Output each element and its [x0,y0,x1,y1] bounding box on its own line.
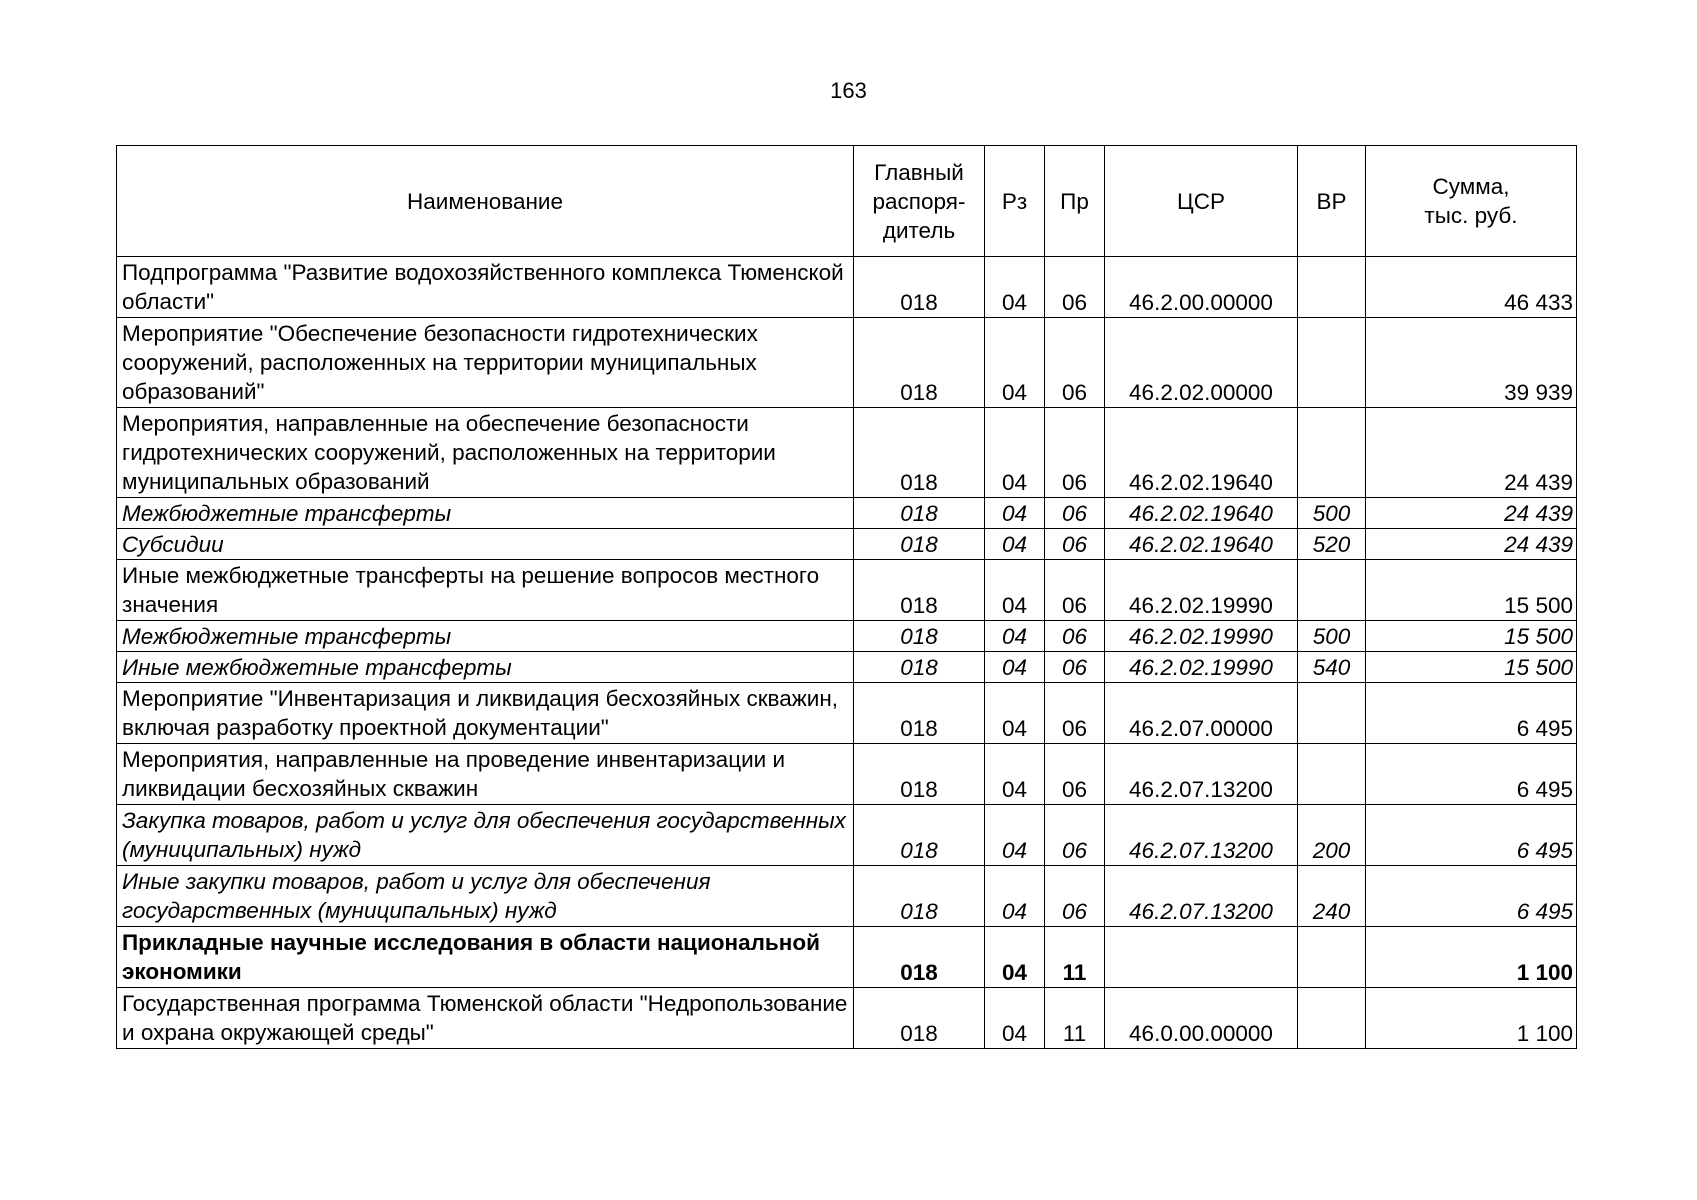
table-body [117,257,1577,1049]
cell-rz: 04 [985,988,1045,1049]
cell-rz: 04 [985,927,1045,988]
cell-vr: 540 [1298,652,1366,683]
cell-name: Прикладные научные исследования в области национальной экономики [117,927,854,988]
cell-sum: 24 439 [1366,498,1577,529]
cell-sum: 6 495 [1366,805,1577,866]
cell-csr: 46.2.00.00000 [1105,257,1298,318]
table-row [117,318,1577,408]
table-header-row [117,146,1577,257]
cell-rz: 04 [985,318,1045,408]
cell-pr: 11 [1045,927,1105,988]
cell-name: Подпрограмма "Развитие водохозяйственного комплекса Тюменской области" [117,257,854,318]
cell-grs: 018 [854,498,985,529]
cell-rz: 04 [985,744,1045,805]
cell-pr: 06 [1045,408,1105,498]
table-row [117,529,1577,560]
cell-csr: 46.2.02.19640 [1105,529,1298,560]
header-csr: ЦСР [1105,146,1298,257]
cell-rz: 04 [985,498,1045,529]
cell-grs: 018 [854,318,985,408]
cell-vr: 200 [1298,805,1366,866]
cell-grs: 018 [854,866,985,927]
cell-name: Мероприятие "Инвентаризация и ликвидация бесхозяйных скважин, включая разработку проектной документации" [117,683,854,744]
cell-pr: 11 [1045,988,1105,1049]
table-row [117,988,1577,1049]
cell-rz: 04 [985,621,1045,652]
cell-csr: 46.2.02.19990 [1105,560,1298,621]
header-sum [1366,146,1577,257]
table-row [117,744,1577,805]
cell-csr: 46.2.07.13200 [1105,805,1298,866]
cell-rz: 04 [985,683,1045,744]
cell-sum: 39 939 [1366,318,1577,408]
cell-name: Иные закупки товаров, работ и услуг для обеспечения государственных (муниципальных) нужд [117,866,854,927]
budget-table [116,145,1577,1049]
cell-sum: 24 439 [1366,408,1577,498]
cell-pr: 06 [1045,805,1105,866]
cell-rz: 04 [985,257,1045,318]
cell-pr: 06 [1045,744,1105,805]
table-row [117,652,1577,683]
cell-sum: 46 433 [1366,257,1577,318]
table-row [117,621,1577,652]
cell-name: Межбюджетные трансферты [117,621,854,652]
cell-csr: 46.2.02.19640 [1105,408,1298,498]
cell-pr: 06 [1045,560,1105,621]
cell-vr [1298,318,1366,408]
cell-grs: 018 [854,805,985,866]
cell-rz: 04 [985,652,1045,683]
cell-vr: 240 [1298,866,1366,927]
cell-grs: 018 [854,408,985,498]
cell-rz: 04 [985,560,1045,621]
cell-sum: 6 495 [1366,683,1577,744]
cell-vr [1298,560,1366,621]
cell-csr: 46.2.02.19640 [1105,498,1298,529]
cell-grs: 018 [854,257,985,318]
page-number: 163 [830,78,867,103]
cell-sum: 1 100 [1366,988,1577,1049]
cell-grs: 018 [854,927,985,988]
header-rz: Рз [985,146,1045,257]
cell-grs: 018 [854,621,985,652]
cell-pr: 06 [1045,652,1105,683]
cell-grs: 018 [854,744,985,805]
header-grs [854,146,985,257]
cell-sum: 15 500 [1366,621,1577,652]
cell-grs: 018 [854,652,985,683]
cell-rz: 04 [985,408,1045,498]
cell-pr: 06 [1045,498,1105,529]
cell-grs: 018 [854,529,985,560]
cell-csr: 46.2.02.19990 [1105,621,1298,652]
cell-sum: 24 439 [1366,529,1577,560]
cell-pr: 06 [1045,621,1105,652]
cell-vr [1298,257,1366,318]
cell-rz: 04 [985,529,1045,560]
header-name: Наименование [117,146,854,257]
cell-pr: 06 [1045,866,1105,927]
header-grs-line: дитель [882,217,956,243]
cell-sum: 6 495 [1366,866,1577,927]
cell-pr: 06 [1045,529,1105,560]
cell-name: Мероприятия, направленные на обеспечение безопасности гидротехнических сооружений, расположенных на территории муниципальных образований [117,408,854,498]
header-pr: Пр [1045,146,1105,257]
cell-grs: 018 [854,683,985,744]
cell-grs: 018 [854,560,985,621]
cell-name: Субсидии [117,529,854,560]
cell-csr [1105,927,1298,988]
cell-name: Мероприятие "Обеспечение безопасности гидротехнических сооружений, расположенных на территории муниципальных образований" [117,318,854,408]
table-row [117,257,1577,318]
cell-name: Межбюджетные трансферты [117,498,854,529]
cell-vr: 500 [1298,621,1366,652]
table-row [117,805,1577,866]
header-grs-line: Главный [874,159,964,185]
cell-pr: 06 [1045,683,1105,744]
cell-csr: 46.2.07.13200 [1105,744,1298,805]
header-sum-line: тыс. руб. [1424,203,1518,228]
cell-sum: 1 100 [1366,927,1577,988]
cell-vr: 500 [1298,498,1366,529]
cell-vr [1298,988,1366,1049]
cell-name: Иные межбюджетные трансферты [117,652,854,683]
table-row [117,927,1577,988]
header-sum-line: Сумма, [1432,174,1510,199]
cell-rz: 04 [985,866,1045,927]
cell-vr [1298,408,1366,498]
cell-csr: 46.2.07.13200 [1105,866,1298,927]
cell-vr [1298,744,1366,805]
table-row [117,866,1577,927]
cell-grs: 018 [854,988,985,1049]
header-grs-line: распоря- [872,188,966,214]
cell-csr: 46.2.02.00000 [1105,318,1298,408]
cell-vr: 520 [1298,529,1366,560]
cell-vr [1298,927,1366,988]
cell-vr [1298,683,1366,744]
cell-sum: 6 495 [1366,744,1577,805]
cell-sum: 15 500 [1366,652,1577,683]
cell-rz: 04 [985,805,1045,866]
header-vr: ВР [1298,146,1366,257]
cell-csr: 46.2.07.00000 [1105,683,1298,744]
cell-name: Закупка товаров, работ и услуг для обеспечения государственных (муниципальных) нужд [117,805,854,866]
cell-name: Государственная программа Тюменской области "Недропользование и охрана окружающей среды" [117,988,854,1049]
cell-name: Мероприятия, направленные на проведение инвентаризации и ликвидации бесхозяйных скважин [117,744,854,805]
table-row [117,498,1577,529]
table-row [117,408,1577,498]
table-row [117,560,1577,621]
cell-csr: 46.0.00.00000 [1105,988,1298,1049]
cell-name: Иные межбюджетные трансферты на решение вопросов местного значения [117,560,854,621]
cell-csr: 46.2.02.19990 [1105,652,1298,683]
cell-pr: 06 [1045,257,1105,318]
table-row [117,683,1577,744]
cell-pr: 06 [1045,318,1105,408]
cell-sum: 15 500 [1366,560,1577,621]
